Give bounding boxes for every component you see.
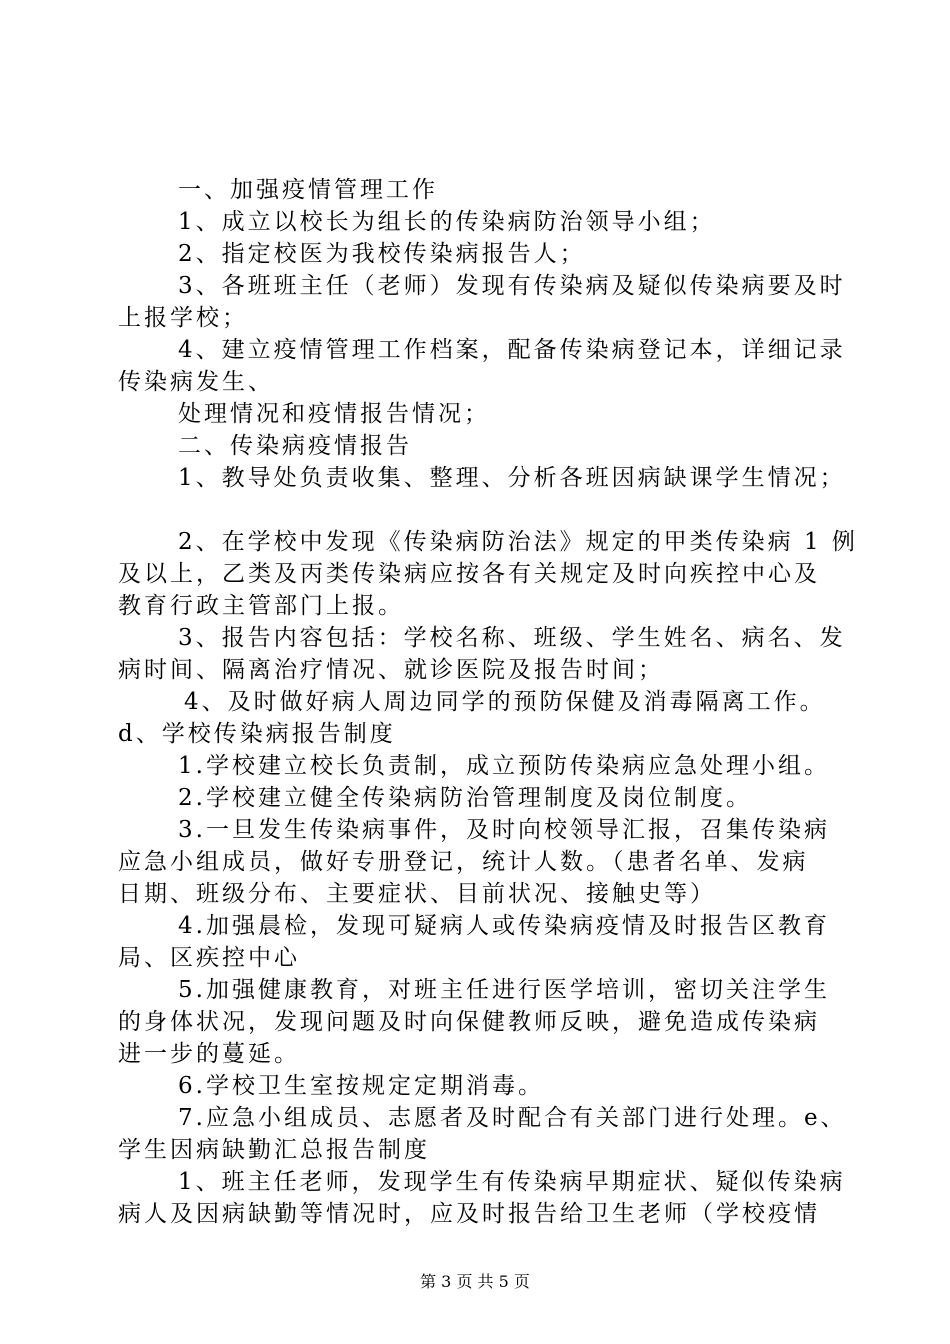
text-line: 2、在学校中发现《传染病防治法》规定的甲类传染病 1 例 bbox=[178, 529, 858, 555]
text-line: 5.加强健康教育，对班主任进行医学培训，密切关注学生 bbox=[178, 977, 830, 1003]
text-line: 病时间、隔离治疗情况、就诊医院及报告时间； bbox=[118, 657, 664, 683]
text-line: 6.学校卫生室按规定定期消毒。 bbox=[178, 1073, 544, 1099]
text-line: d、学校传染病报告制度 bbox=[118, 721, 396, 747]
text-line: 应急小组成员，做好专册登记，统计人数。（患者名单、发病 bbox=[118, 849, 809, 875]
text-line: 3、报告内容包括：学校名称、班级、学生姓名、病名、发 bbox=[178, 625, 846, 651]
text-line: 3.一旦发生传染病事件，及时向校领导汇报，召集传染病 bbox=[178, 817, 830, 843]
text-line: 二、传染病疫情报告 bbox=[178, 433, 412, 459]
text-line: 1、成立以校长为组长的传染病防治领导小组； bbox=[178, 209, 716, 235]
text-line: 学生因病缺勤汇总报告制度 bbox=[118, 1137, 430, 1163]
text-line: 病人及因病缺勤等情况时，应及时报告给卫生老师（学校疫情 bbox=[118, 1201, 820, 1227]
text-line: 上报学校； bbox=[118, 305, 248, 331]
text-line: 2、指定校医为我校传染病报告人； bbox=[178, 241, 586, 267]
text-line: 日期、班级分布、主要症状、目前状况、接触史等） bbox=[118, 881, 716, 907]
text-line: 及以上，乙类及丙类传染病应按各有关规定及时向疾控中心及 bbox=[118, 561, 820, 587]
text-line: 局、区疾控中心 bbox=[118, 945, 300, 971]
text-line: 的身体状况，发现问题及时向保健教师反映，避免造成传染病 bbox=[118, 1009, 820, 1035]
text-line: 4.加强晨检，发现可疑病人或传染病疫情及时报告区教育 bbox=[178, 913, 830, 939]
page-footer: 第 3 页 共 5 页 bbox=[420, 1272, 530, 1291]
text-line: 4、建立疫情管理工作档案，配备传染病登记本，详细记录 bbox=[178, 337, 846, 363]
text-line: 7.应急小组成员、志愿者及时配合有关部门进行处理。e、 bbox=[178, 1105, 847, 1131]
text-line: 教育行政主管部门上报。 bbox=[118, 593, 404, 619]
text-line: 一、加强疫情管理工作 bbox=[178, 177, 438, 203]
text-line: 传染病发生、 bbox=[118, 369, 274, 395]
text-line: 1、教导处负责收集、整理、分析各班因病缺课学生情况； bbox=[178, 465, 846, 491]
text-line: 进一步的蔓延。 bbox=[118, 1041, 300, 1067]
text-line: 3、各班班主任（老师）发现有传染病及疑似传染病要及时 bbox=[178, 273, 846, 299]
text-line: 1、班主任老师，发现学生有传染病早期症状、疑似传染病 bbox=[178, 1169, 846, 1195]
text-line: 1.学校建立校长负责制，成立预防传染病应急处理小组。 bbox=[178, 753, 830, 779]
text-line: 4、及时做好病人周边同学的预防保健及消毒隔离工作。 bbox=[184, 689, 826, 715]
blank-line bbox=[118, 494, 848, 526]
document-body bbox=[118, 174, 858, 1230]
text-line: 处理情况和疫情报告情况； bbox=[178, 401, 490, 427]
text-line: 2.学校建立健全传染病防治管理制度及岗位制度。 bbox=[178, 785, 752, 811]
